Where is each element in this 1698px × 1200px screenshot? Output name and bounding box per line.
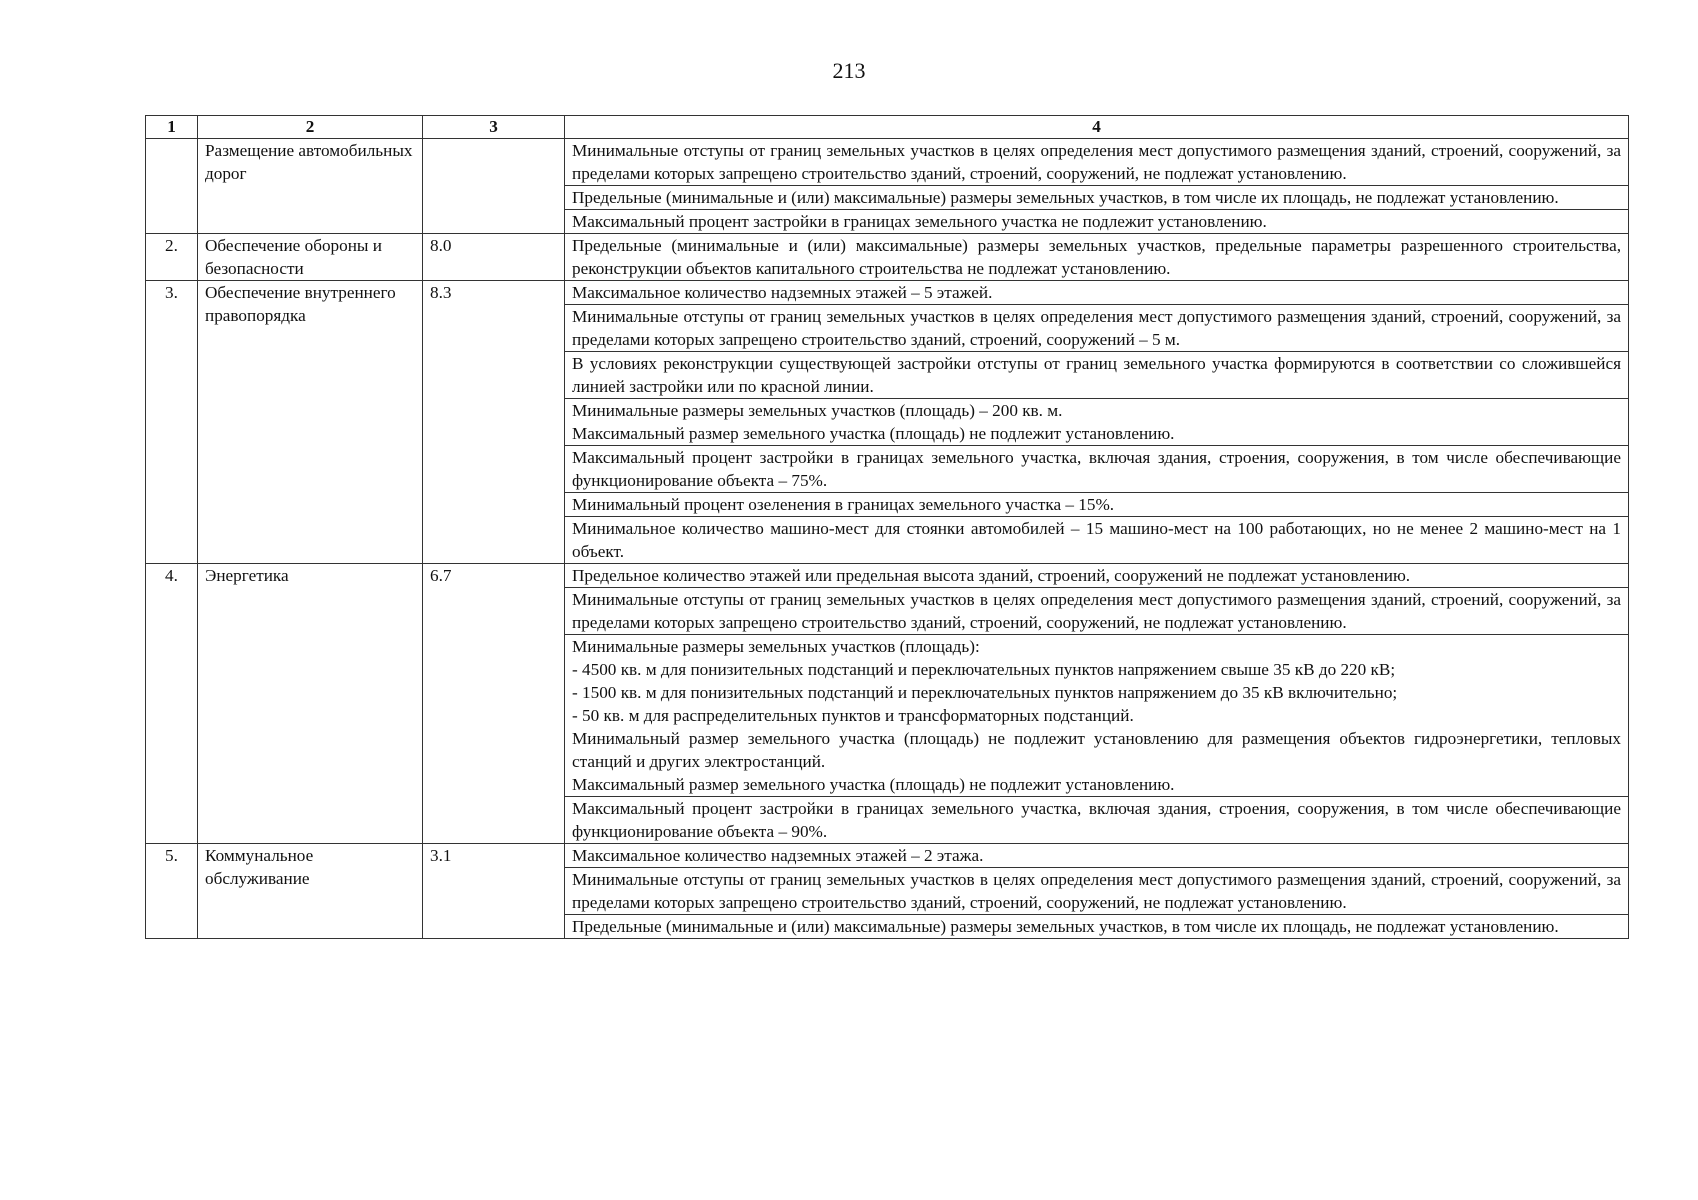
parameter-text: Минимальные отступы от границ земельных участков в целях определения мест допустимого размещения зданий, строений, сооружений, за пределами которых запрещено строительство зданий, строений, сооружений, не подлежат установлению. [572, 141, 1621, 183]
parameter-cell [565, 915, 1629, 939]
table-row [146, 234, 1629, 281]
parameter-cell [565, 210, 1629, 234]
row-number-cell: 4. [146, 564, 198, 844]
parameter-cell [565, 139, 1629, 186]
header-cell-3: 3 [423, 116, 565, 139]
parameter-cell [565, 517, 1629, 564]
parameter-text: - 50 кв. м для распределительных пунктов и трансформаторных подстанций. [572, 706, 1134, 725]
parameter-text: Минимальные отступы от границ земельных участков в целях определения мест допустимого размещения зданий, строений, сооружений, за пределами которых запрещено строительство зданий, строений, сооружений, не подлежат установлению. [572, 870, 1621, 912]
parameter-text: Максимальное количество надземных этажей – 5 этажей. [572, 283, 993, 302]
regulations-table-body [146, 116, 1629, 939]
parameter-text: - 1500 кв. м для понизительных подстанций и переключательных пунктов напряжением до 35 кВ включительно; [572, 683, 1398, 702]
page-number: 213 [832, 58, 866, 83]
parameter-cell [565, 564, 1629, 588]
parameter-text: Минимальные отступы от границ земельных участков в целях определения мест допустимого размещения зданий, строений, сооружений, за пределами которых запрещено строительство зданий, строений, сооружений, не подлежат установлению. [572, 590, 1621, 632]
parameter-cell [565, 281, 1629, 305]
parameter-cell [565, 493, 1629, 517]
parameter-cell [565, 234, 1629, 281]
header-cell-2: 2 [198, 116, 423, 139]
row-number-cell: 3. [146, 281, 198, 564]
parameter-text: Минимальные размеры земельных участков (площадь): [572, 637, 980, 656]
parameter-text: Максимальный размер земельного участка (площадь) не подлежит установлению. [572, 775, 1175, 794]
parameter-cell [565, 399, 1629, 446]
table-row [146, 139, 1629, 186]
use-type-cell: Обеспечение обороны и безопасности [198, 234, 423, 281]
parameter-cell [565, 844, 1629, 868]
parameter-cell [565, 868, 1629, 915]
row-number-cell [146, 139, 198, 234]
parameter-text: Минимальные отступы от границ земельных участков в целях определения мест допустимого размещения зданий, строений, сооружений, за пределами которых запрещено строительство зданий, строений, сооружений – 5 м. [572, 307, 1621, 349]
table-row [146, 844, 1629, 868]
table-row [146, 281, 1629, 305]
use-code-cell [423, 139, 565, 234]
parameter-text: Предельные (минимальные и (или) максимальные) размеры земельных участков, в том числе их площадь, не подлежат установлению. [572, 917, 1559, 936]
parameter-cell [565, 305, 1629, 352]
parameter-text: Минимальное количество машино-мест для стоянки автомобилей – 15 машино-мест на 100 работающих, но не менее 2 машино-мест на 1 объект. [572, 519, 1621, 561]
parameter-cell [565, 446, 1629, 493]
parameter-text: Предельное количество этажей или предельная высота зданий, строений, сооружений не подлежат установлению. [572, 566, 1411, 585]
parameter-text: Предельные (минимальные и (или) максимальные) размеры земельных участков, в том числе их площадь, не подлежат установлению. [572, 188, 1559, 207]
use-code-cell: 3.1 [423, 844, 565, 939]
use-code-cell: 8.0 [423, 234, 565, 281]
parameter-text: Максимальный процент застройки в границах земельного участка, включая здания, строения, сооружения, в том числе обеспечивающие функционирование объекта – 90%. [572, 799, 1621, 841]
use-type-cell: Коммунальное обслуживание [198, 844, 423, 939]
parameter-text: В условиях реконструкции существующей застройки отступы от границ земельного участка формируются в соответствии со сложившейся линией застройки или по красной линии. [572, 354, 1621, 396]
parameter-cell [565, 352, 1629, 399]
parameter-text: Максимальный процент застройки в границах земельного участка не подлежит установлению. [572, 212, 1267, 231]
parameter-text: - 4500 кв. м для понизительных подстанций и переключательных пунктов напряжением свыше 35 кВ до 220 кВ; [572, 660, 1396, 679]
row-number-cell: 2. [146, 234, 198, 281]
parameter-cell [565, 797, 1629, 844]
parameter-cell [565, 635, 1629, 797]
parameter-text: Максимальный размер земельного участка (площадь) не подлежит установлению. [572, 424, 1175, 443]
header-cell-1: 1 [146, 116, 198, 139]
parameter-cell [565, 588, 1629, 635]
parameter-cell [565, 186, 1629, 210]
use-code-cell: 8.3 [423, 281, 565, 564]
parameter-text: Минимальный процент озеленения в границах земельного участка – 15%. [572, 495, 1115, 514]
table-row [146, 564, 1629, 588]
parameter-text: Максимальный процент застройки в границах земельного участка, включая здания, строения, сооружения, в том числе обеспечивающие функционирование объекта – 75%. [572, 448, 1621, 490]
row-number-cell: 5. [146, 844, 198, 939]
parameter-text: Максимальное количество надземных этажей – 2 этажа. [572, 846, 984, 865]
table-header-row [146, 116, 1629, 139]
use-type-cell: Обеспечение внутреннего правопорядка [198, 281, 423, 564]
parameter-text: Минимальные размеры земельных участков (площадь) – 200 кв. м. [572, 401, 1063, 420]
use-type-cell: Размещение автомобильных дорог [198, 139, 423, 234]
regulations-table [145, 115, 1629, 939]
parameter-text: Предельные (минимальные и (или) максимальные) размеры земельных участков, предельные параметры разрешенного строительства, реконструкции объектов капитального строительства не подлежат установлению. [572, 236, 1621, 278]
parameter-text: Минимальный размер земельного участка (площадь) не подлежит установлению для размещения объектов гидроэнергетики, тепловых станций и других электростанций. [572, 729, 1621, 771]
use-type-cell: Энергетика [198, 564, 423, 844]
header-cell-4: 4 [565, 116, 1629, 139]
use-code-cell: 6.7 [423, 564, 565, 844]
